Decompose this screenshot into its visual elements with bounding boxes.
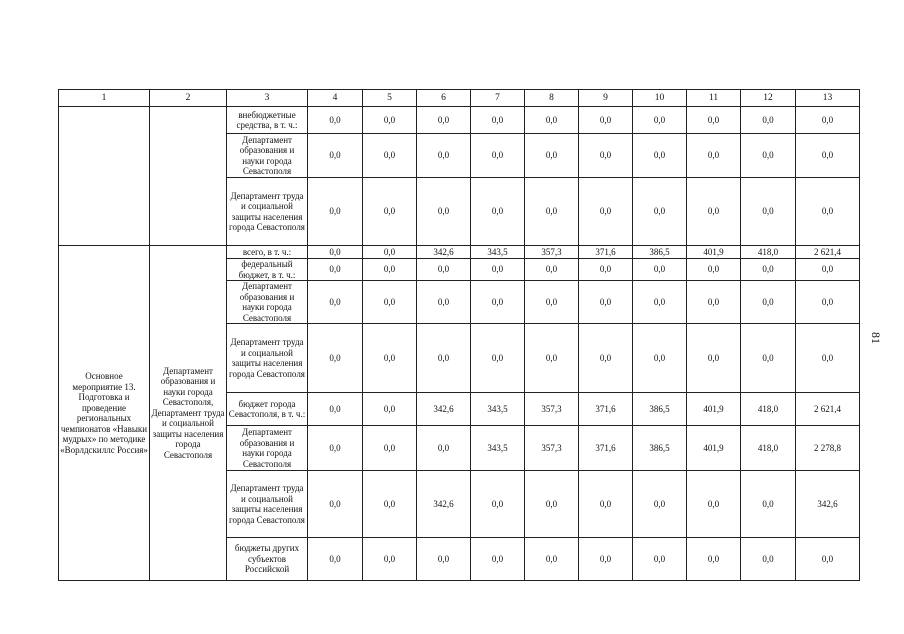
- column-number-7: 7: [471, 90, 525, 107]
- funding-source-label: всего, в т. ч.:: [227, 246, 308, 259]
- value-cell: 0,0: [417, 426, 471, 471]
- measure-cell-empty: [59, 107, 150, 246]
- value-cell: 0,0: [471, 134, 525, 178]
- value-cell: 0,0: [633, 471, 687, 538]
- value-cell: 0,0: [417, 538, 471, 581]
- value-cell: 343,5: [471, 393, 525, 426]
- value-cell: 342,6: [417, 393, 471, 426]
- column-number-row: [59, 90, 860, 107]
- value-cell: 342,6: [417, 246, 471, 259]
- value-cell: 0,0: [417, 259, 471, 281]
- budget-table: [58, 89, 860, 581]
- value-cell: 0,0: [525, 107, 579, 134]
- value-cell: 0,0: [687, 471, 741, 538]
- value-cell: 0,0: [796, 178, 860, 246]
- value-cell: 0,0: [363, 107, 417, 134]
- value-cell: 0,0: [525, 178, 579, 246]
- measure-name: Основное мероприятие 13. Подготовка и проведение региональных чемпионатов «Навыки мудрых» по методике «Ворлдскиллс Россия»: [59, 246, 150, 581]
- value-cell: 0,0: [796, 259, 860, 281]
- value-cell: 0,0: [308, 134, 363, 178]
- value-cell: 357,3: [525, 246, 579, 259]
- table-body: [59, 90, 860, 581]
- value-cell: 0,0: [471, 259, 525, 281]
- value-cell: 0,0: [579, 324, 633, 393]
- value-cell: 0,0: [363, 426, 417, 471]
- value-cell: 0,0: [633, 324, 687, 393]
- value-cell: 0,0: [741, 259, 796, 281]
- funding-source-label: Департамент образования и науки города Севастополя: [227, 281, 308, 324]
- value-cell: 0,0: [633, 107, 687, 134]
- funding-source-label: Департамент труда и социальной защиты населения города Севастополя: [227, 471, 308, 538]
- funding-source-label: внебюджетные средства, в т. ч.:: [227, 107, 308, 134]
- value-cell: 0,0: [363, 393, 417, 426]
- value-cell: 0,0: [417, 324, 471, 393]
- value-cell: 0,0: [741, 538, 796, 581]
- page-number: 81: [869, 332, 883, 344]
- value-cell: 0,0: [308, 426, 363, 471]
- value-cell: 2 621,4: [796, 393, 860, 426]
- value-cell: 343,5: [471, 246, 525, 259]
- value-cell: 0,0: [308, 246, 363, 259]
- value-cell: 0,0: [579, 259, 633, 281]
- value-cell: 0,0: [796, 134, 860, 178]
- value-cell: 0,0: [633, 259, 687, 281]
- funding-source-label: Департамент труда и социальной защиты населения города Севастополя: [227, 178, 308, 246]
- funding-source-label: бюджет города Севастополя, в т. ч.:: [227, 393, 308, 426]
- funding-source-label: федеральный бюджет, в т. ч.:: [227, 259, 308, 281]
- value-cell: 371,6: [579, 246, 633, 259]
- column-number-9: 9: [579, 90, 633, 107]
- value-cell: 0,0: [308, 324, 363, 393]
- executor-cell-empty: [150, 107, 227, 246]
- column-number-6: 6: [417, 90, 471, 107]
- value-cell: 0,0: [687, 107, 741, 134]
- value-cell: 343,5: [471, 426, 525, 471]
- executor-name: Департамент образования и науки города Севастополя, Департамент труда и социальной защиты населения города Севастополя: [150, 246, 227, 581]
- value-cell: 2 278,8: [796, 426, 860, 471]
- value-cell: 0,0: [687, 324, 741, 393]
- value-cell: 342,6: [417, 471, 471, 538]
- value-cell: 0,0: [687, 281, 741, 324]
- value-cell: 386,5: [633, 393, 687, 426]
- value-cell: 418,0: [741, 393, 796, 426]
- value-cell: 0,0: [417, 281, 471, 324]
- value-cell: 0,0: [687, 259, 741, 281]
- value-cell: 0,0: [741, 324, 796, 393]
- value-cell: 0,0: [363, 324, 417, 393]
- value-cell: 0,0: [308, 393, 363, 426]
- value-cell: 0,0: [579, 281, 633, 324]
- value-cell: 0,0: [796, 324, 860, 393]
- value-cell: 0,0: [633, 538, 687, 581]
- value-cell: 0,0: [471, 538, 525, 581]
- funding-source-label: Департамент труда и социальной защиты населения города Севастополя: [227, 324, 308, 393]
- value-cell: 418,0: [741, 426, 796, 471]
- value-cell: 0,0: [471, 471, 525, 538]
- value-cell: 0,0: [308, 538, 363, 581]
- column-number-13: 13: [796, 90, 860, 107]
- column-number-3: 3: [227, 90, 308, 107]
- value-cell: 0,0: [363, 259, 417, 281]
- value-cell: 0,0: [363, 281, 417, 324]
- column-number-4: 4: [308, 90, 363, 107]
- value-cell: 0,0: [741, 471, 796, 538]
- value-cell: 0,0: [633, 134, 687, 178]
- value-cell: 0,0: [417, 178, 471, 246]
- value-cell: 0,0: [633, 178, 687, 246]
- value-cell: 0,0: [579, 178, 633, 246]
- value-cell: 0,0: [417, 134, 471, 178]
- value-cell: 0,0: [687, 178, 741, 246]
- column-number-5: 5: [363, 90, 417, 107]
- value-cell: 0,0: [417, 107, 471, 134]
- value-cell: 0,0: [525, 324, 579, 393]
- value-cell: 0,0: [579, 538, 633, 581]
- value-cell: 0,0: [308, 107, 363, 134]
- value-cell: 401,9: [687, 426, 741, 471]
- value-cell: 401,9: [687, 246, 741, 259]
- value-cell: 386,5: [633, 246, 687, 259]
- table-row: [59, 107, 860, 134]
- column-number-10: 10: [633, 90, 687, 107]
- table-row: [59, 246, 860, 259]
- value-cell: 0,0: [579, 471, 633, 538]
- value-cell: 0,0: [363, 178, 417, 246]
- column-number-2: 2: [150, 90, 227, 107]
- value-cell: 0,0: [633, 281, 687, 324]
- value-cell: 0,0: [579, 107, 633, 134]
- value-cell: 0,0: [525, 281, 579, 324]
- value-cell: 0,0: [741, 134, 796, 178]
- funding-source-label: Департамент образования и науки города Севастополя: [227, 426, 308, 471]
- value-cell: 357,3: [525, 393, 579, 426]
- value-cell: 0,0: [687, 538, 741, 581]
- value-cell: 0,0: [687, 134, 741, 178]
- funding-source-label: бюджеты других субъектов Российской: [227, 538, 308, 581]
- value-cell: 371,6: [579, 393, 633, 426]
- value-cell: 0,0: [796, 538, 860, 581]
- value-cell: 0,0: [471, 107, 525, 134]
- value-cell: 0,0: [308, 471, 363, 538]
- value-cell: 418,0: [741, 246, 796, 259]
- value-cell: 0,0: [308, 178, 363, 246]
- value-cell: 0,0: [525, 471, 579, 538]
- column-number-1: 1: [59, 90, 150, 107]
- value-cell: 357,3: [525, 426, 579, 471]
- column-number-8: 8: [525, 90, 579, 107]
- funding-source-label: Департамент образования и науки города Севастополя: [227, 134, 308, 178]
- value-cell: 0,0: [471, 324, 525, 393]
- value-cell: 0,0: [471, 281, 525, 324]
- value-cell: 0,0: [525, 134, 579, 178]
- column-number-11: 11: [687, 90, 741, 107]
- value-cell: 0,0: [796, 281, 860, 324]
- value-cell: 0,0: [363, 538, 417, 581]
- value-cell: 0,0: [525, 259, 579, 281]
- value-cell: 0,0: [579, 134, 633, 178]
- value-cell: 0,0: [741, 281, 796, 324]
- value-cell: 0,0: [363, 471, 417, 538]
- value-cell: 386,5: [633, 426, 687, 471]
- value-cell: 371,6: [579, 426, 633, 471]
- value-cell: 0,0: [741, 107, 796, 134]
- value-cell: 0,0: [525, 538, 579, 581]
- value-cell: 0,0: [363, 134, 417, 178]
- value-cell: 342,6: [796, 471, 860, 538]
- value-cell: 2 621,4: [796, 246, 860, 259]
- value-cell: 0,0: [363, 246, 417, 259]
- value-cell: 0,0: [796, 107, 860, 134]
- value-cell: 0,0: [471, 178, 525, 246]
- value-cell: 0,0: [741, 178, 796, 246]
- value-cell: 0,0: [308, 259, 363, 281]
- value-cell: 0,0: [308, 281, 363, 324]
- value-cell: 401,9: [687, 393, 741, 426]
- column-number-12: 12: [741, 90, 796, 107]
